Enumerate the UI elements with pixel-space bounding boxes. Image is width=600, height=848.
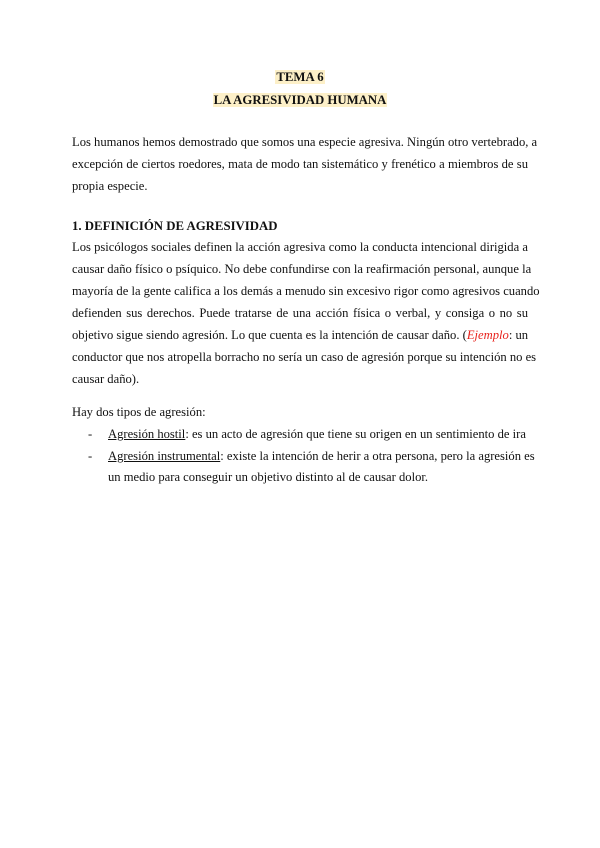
document-subtitle: LA AGRESIVIDAD HUMANA <box>213 93 387 107</box>
text-line: propia especie. <box>72 179 148 193</box>
text-line: causar daño físico o psíquico. No debe confundirse con la reafirmación personal, aunque la <box>72 262 532 276</box>
text-line: Los psicólogos sociales definen la acción agresiva como la conducta intencional dirigida a <box>72 240 528 254</box>
text-line <box>72 324 528 346</box>
text-segment: objetivo sigue siendo agresión. Lo que cuenta es la intención de causar daño. (Ejemplo: un <box>72 328 529 342</box>
text-line: conductor que nos atropella borracho no sería un caso de agresión porque su intención no es <box>72 350 537 364</box>
list-item: Agresión hostil: es un acto de agresión que tiene su origen en un sentimiento de ira <box>108 427 526 441</box>
text-line: Los humanos hemos demostrado que somos una especie agresiva. Ningún otro vertebrado, a <box>72 135 538 149</box>
text-line: defienden sus derechos. Puede tratarse de una acción física o verbal, y consiga o no su <box>72 306 528 320</box>
list-item: Agresión instrumental: existe la intención de herir a otra persona, pero la agresión es <box>108 449 535 463</box>
section-heading: 1. DEFINICIÓN DE AGRESIVIDAD <box>72 219 278 233</box>
types-intro: Hay dos tipos de agresión: <box>72 405 206 419</box>
document-title: TEMA 6 <box>276 70 324 84</box>
list-term: Agresión hostil <box>108 427 186 441</box>
list-term: Agresión instrumental <box>108 449 221 463</box>
list-bullet: - <box>88 449 93 463</box>
text-line: causar daño). <box>72 372 140 386</box>
text-line: mayoría de la gente califica a los demás a menudo sin excesivo rigor como agresivos cuando <box>72 284 540 298</box>
list-item-continuation: un medio para conseguir un objetivo distinto al de causar dolor. <box>108 470 429 484</box>
text-line: excepción de ciertos roedores, mata de modo tan sistemático y frenético a miembros de su <box>72 157 528 171</box>
list-bullet: - <box>88 427 93 441</box>
example-label: Ejemplo <box>466 328 509 342</box>
